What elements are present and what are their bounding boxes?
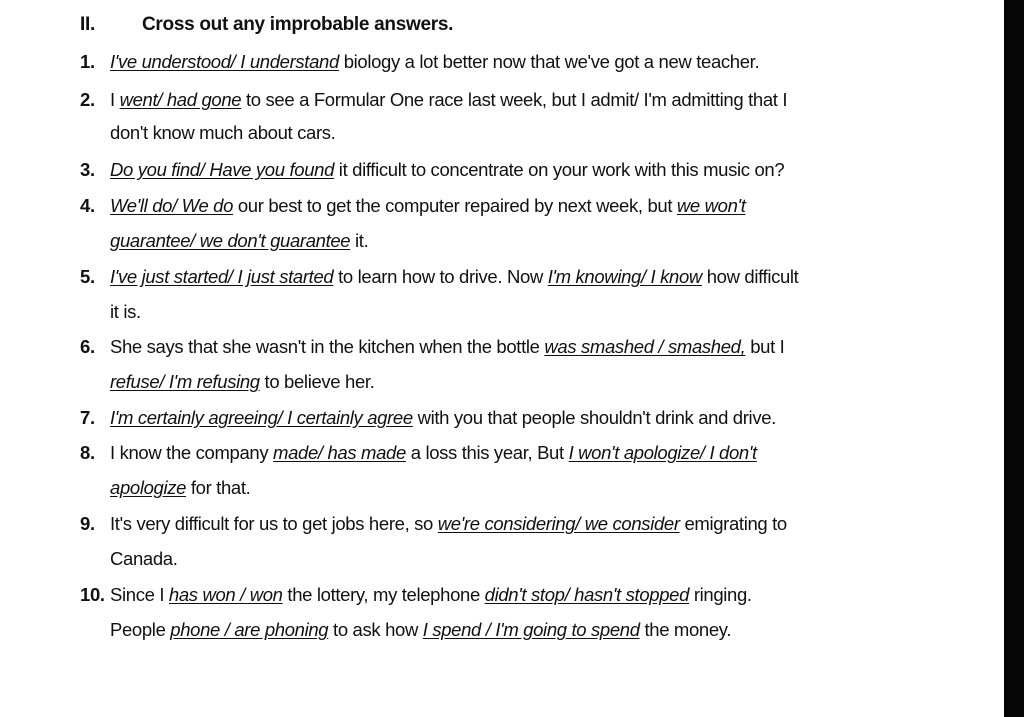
item-9-line-2: [110, 547, 178, 571]
item-2-line-2: [110, 121, 335, 145]
item-number: 2.: [80, 89, 95, 110]
item-number: 4.: [80, 195, 95, 216]
sentence-text: it.: [350, 230, 369, 251]
item-number: 10.: [80, 584, 105, 605]
item-10-line-2: [110, 618, 731, 642]
item-8-line-1: [80, 441, 757, 465]
item-number: 5.: [80, 266, 95, 287]
answer-choice: I'm knowing/ I know: [547, 266, 702, 287]
item-6-line-1: [80, 335, 784, 359]
answer-choice: I spend / I'm going to spend: [422, 619, 640, 640]
item-4-line-2: [110, 229, 368, 253]
item-6-line-2: [110, 370, 374, 394]
sentence-text: to learn how to drive. Now: [333, 266, 548, 287]
answer-choice: didn't stop/ hasn't stopped: [484, 584, 690, 605]
sentence-text: She says that she wasn't in the kitchen when the bottle: [110, 336, 545, 357]
answer-choice: guarantee/ we don't guarantee: [110, 230, 351, 251]
answer-choice: I'm certainly agreeing/ I certainly agree: [110, 407, 413, 428]
answer-choice: has won / won: [168, 584, 283, 605]
sentence-text: the money.: [639, 619, 732, 640]
item-number: 9.: [80, 513, 95, 534]
item-3-line-1: [80, 158, 784, 182]
answer-choice: Do you find/ Have you found: [110, 159, 335, 180]
sentence-text: a loss this year, But: [405, 442, 569, 463]
sentence-text: to believe her.: [259, 371, 375, 392]
sentence-text: our best to get the computer repaired by next week, but: [233, 195, 677, 216]
sentence-text: It's very difficult for us to get jobs here, so: [110, 513, 438, 534]
right-edge-border: [1004, 0, 1024, 717]
item-number: 1.: [80, 51, 95, 72]
answer-choice: phone / are phoning: [170, 619, 329, 640]
sentence-text: I know the company: [110, 442, 274, 463]
sentence-text: biology a lot better now that we've got a new teacher.: [338, 51, 760, 72]
exercise-title: Cross out any improbable answers.: [142, 14, 454, 35]
sentence-text: People: [110, 619, 171, 640]
answer-choice: We'll do/ We do: [110, 195, 234, 216]
sentence-text: Canada.: [110, 548, 178, 569]
item-9-line-1: [80, 512, 787, 536]
answer-choice: made/ has made: [273, 442, 406, 463]
item-8-line-2: [110, 476, 250, 500]
sentence-text: emigrating to: [679, 513, 787, 534]
item-1-line-1: [80, 50, 759, 74]
answer-choice: apologize: [110, 477, 187, 498]
answer-choice: went/ had gone: [119, 89, 242, 110]
item-number: 7.: [80, 407, 95, 428]
item-2-line-1: [80, 88, 787, 112]
item-5-line-1: [80, 265, 798, 289]
item-10-line-1: [80, 583, 752, 607]
answer-choice: I've just started/ I just started: [110, 266, 334, 287]
sentence-text: I: [110, 89, 120, 110]
item-number: 8.: [80, 442, 95, 463]
sentence-text: don't know much about cars.: [110, 122, 336, 143]
answer-choice: refuse/ I'm refusing: [110, 371, 260, 392]
item-7-line-1: [80, 406, 776, 430]
item-5-line-2: [110, 300, 141, 324]
exercise-heading: [80, 14, 453, 36]
sentence-text: it difficult to concentrate on your work with this music on?: [334, 159, 785, 180]
sentence-text: ringing.: [689, 584, 752, 605]
item-4-line-1: [80, 194, 746, 218]
sentence-text: but I: [745, 336, 785, 357]
item-number: 3.: [80, 159, 95, 180]
sentence-text: Since I: [110, 584, 169, 605]
item-number: 6.: [80, 336, 95, 357]
answer-choice: was smashed / smashed,: [544, 336, 746, 357]
answer-choice: we're considering/ we consider: [437, 513, 680, 534]
exercise-number: II.: [80, 14, 95, 35]
sentence-text: it is.: [110, 301, 141, 322]
sentence-text: how difficult: [701, 266, 799, 287]
sentence-text: with you that people shouldn't drink and drive.: [412, 407, 776, 428]
answer-choice: I've understood/ I understand: [110, 51, 339, 72]
sentence-text: for that.: [186, 477, 251, 498]
sentence-text: to see a Formular One race last week, but I admit/ I'm admitting that I: [241, 89, 788, 110]
answer-choice: I won't apologize/ I don't: [568, 442, 757, 463]
answer-choice: we won't: [676, 195, 746, 216]
sentence-text: to ask how: [328, 619, 423, 640]
sentence-text: the lottery, my telephone: [282, 584, 485, 605]
